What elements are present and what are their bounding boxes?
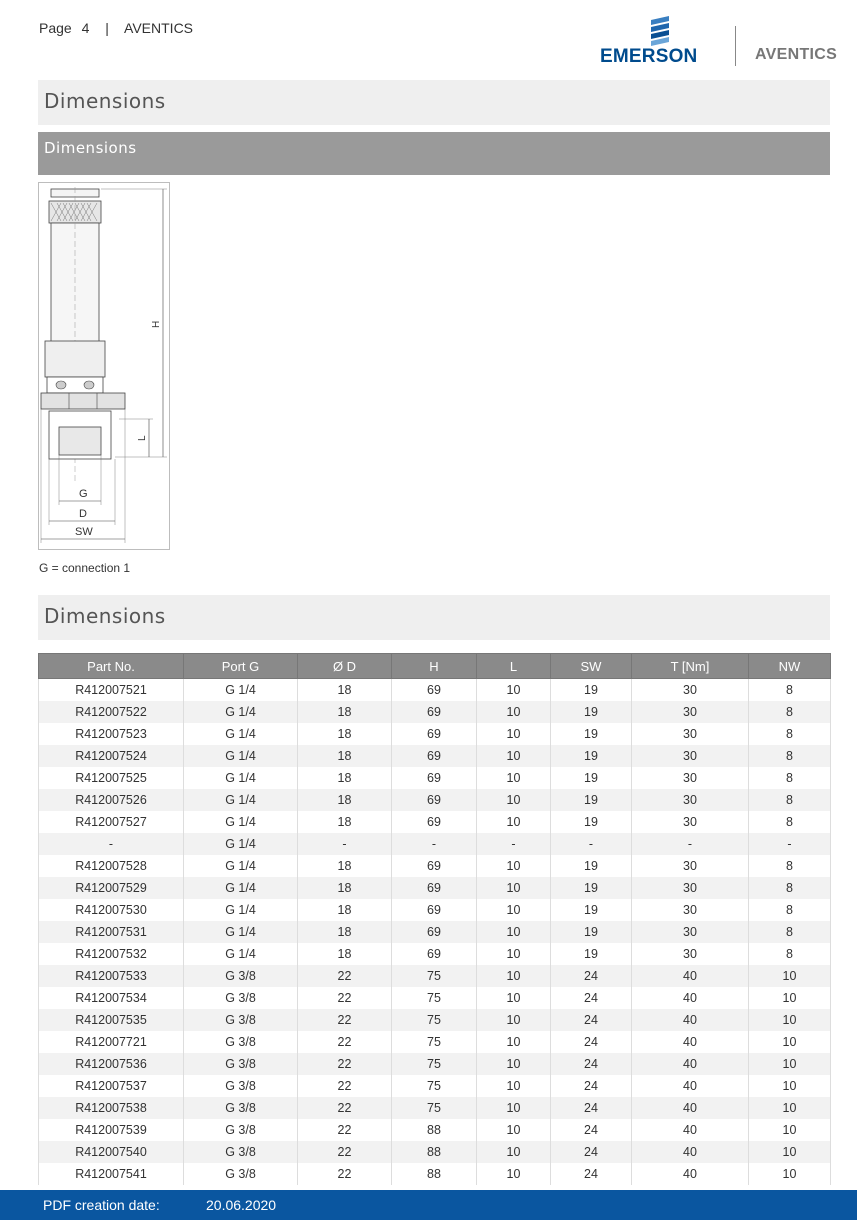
table-cell: 19 xyxy=(551,877,632,899)
table-cell: 10 xyxy=(749,1009,831,1031)
table-cell: 22 xyxy=(298,1031,392,1053)
table-cell: 18 xyxy=(298,877,392,899)
page-word: Page xyxy=(39,20,72,36)
table-cell: 30 xyxy=(632,789,749,811)
table-cell: 18 xyxy=(298,855,392,877)
table-cell: 10 xyxy=(477,811,551,833)
table-cell: 10 xyxy=(477,701,551,723)
table-cell: 8 xyxy=(749,943,831,965)
table-row xyxy=(39,855,831,877)
table-cell: 18 xyxy=(298,701,392,723)
technical-drawing xyxy=(38,182,170,550)
table-cell: 88 xyxy=(392,1141,477,1163)
table-cell: R412007537 xyxy=(39,1075,184,1097)
table-cell: 10 xyxy=(477,1075,551,1097)
table-row xyxy=(39,1053,831,1075)
dim-label-d: D xyxy=(79,508,87,520)
table-cell: 8 xyxy=(749,679,831,701)
aventics-logo-text: AVENTICS xyxy=(755,46,838,63)
table-cell: 10 xyxy=(749,1141,831,1163)
table-cell: R412007527 xyxy=(39,811,184,833)
table-cell: 10 xyxy=(749,1119,831,1141)
table-row xyxy=(39,1075,831,1097)
table-cell: 10 xyxy=(477,789,551,811)
table-cell: 19 xyxy=(551,899,632,921)
table-cell: R412007522 xyxy=(39,701,184,723)
table-cell: 69 xyxy=(392,943,477,965)
table-cell: 75 xyxy=(392,1097,477,1119)
table-cell: 10 xyxy=(749,1075,831,1097)
table-row xyxy=(39,789,831,811)
table-row xyxy=(39,921,831,943)
table-cell: 24 xyxy=(551,1119,632,1141)
table-cell: 10 xyxy=(477,1097,551,1119)
table-cell: 10 xyxy=(749,987,831,1009)
table-cell: 24 xyxy=(551,1097,632,1119)
subsection-heading xyxy=(38,132,830,175)
table-cell: 30 xyxy=(632,877,749,899)
table-cell: 30 xyxy=(632,855,749,877)
table-cell: G 1/4 xyxy=(184,855,298,877)
column-header: H xyxy=(392,654,477,679)
table-cell: 19 xyxy=(551,767,632,789)
table-cell: 8 xyxy=(749,899,831,921)
table-row xyxy=(39,943,831,965)
table-row xyxy=(39,1031,831,1053)
table-cell: 10 xyxy=(477,1053,551,1075)
table-cell: R412007525 xyxy=(39,767,184,789)
table-cell: 69 xyxy=(392,723,477,745)
table-cell: 18 xyxy=(298,899,392,921)
table-cell: G 3/8 xyxy=(184,1053,298,1075)
table-cell: G 3/8 xyxy=(184,1163,298,1185)
table-cell: 10 xyxy=(477,987,551,1009)
table-cell: 10 xyxy=(749,1031,831,1053)
table-cell: 24 xyxy=(551,1141,632,1163)
table-cell: 8 xyxy=(749,723,831,745)
table-cell: 8 xyxy=(749,745,831,767)
table-cell: G 3/8 xyxy=(184,987,298,1009)
section-title-2: Dimensions xyxy=(44,604,166,628)
table-cell: 10 xyxy=(477,679,551,701)
table-cell: 30 xyxy=(632,723,749,745)
table-cell: G 1/4 xyxy=(184,877,298,899)
emerson-logo-text: EMERSON xyxy=(600,46,698,67)
table-cell: G 3/8 xyxy=(184,1097,298,1119)
emerson-logo xyxy=(600,14,720,68)
table-cell: 19 xyxy=(551,723,632,745)
table-cell: 24 xyxy=(551,1031,632,1053)
table-cell: 10 xyxy=(749,1053,831,1075)
table-cell: R412007533 xyxy=(39,965,184,987)
page-number: 4 xyxy=(81,20,90,36)
table-cell: 10 xyxy=(749,965,831,987)
table-cell: 40 xyxy=(632,1075,749,1097)
table-cell: 69 xyxy=(392,745,477,767)
drawing-caption: G = connection 1 xyxy=(39,561,131,575)
column-header: NW xyxy=(749,654,831,679)
table-cell: 24 xyxy=(551,987,632,1009)
table-cell: 75 xyxy=(392,1075,477,1097)
table-cell: 22 xyxy=(298,1009,392,1031)
table-cell: 8 xyxy=(749,921,831,943)
table-cell: 10 xyxy=(477,855,551,877)
table-cell: 30 xyxy=(632,943,749,965)
header-separator: | xyxy=(105,20,109,36)
table-cell: G 3/8 xyxy=(184,1119,298,1141)
table-cell: 22 xyxy=(298,1119,392,1141)
table-cell: 69 xyxy=(392,811,477,833)
table-cell: G 1/4 xyxy=(184,811,298,833)
table-cell: 8 xyxy=(749,789,831,811)
emerson-mark-icon xyxy=(647,14,673,46)
table-cell: 18 xyxy=(298,723,392,745)
table-cell: 88 xyxy=(392,1163,477,1185)
column-header: Port G xyxy=(184,654,298,679)
table-row xyxy=(39,833,831,855)
table-cell: R412007531 xyxy=(39,921,184,943)
fitting-drawing xyxy=(39,183,169,549)
table-cell: R412007538 xyxy=(39,1097,184,1119)
table-cell: 19 xyxy=(551,789,632,811)
table-cell: - xyxy=(298,833,392,855)
table-cell: R412007523 xyxy=(39,723,184,745)
table-row xyxy=(39,679,831,701)
table-cell: 10 xyxy=(749,1097,831,1119)
table-cell: - xyxy=(632,833,749,855)
table-row xyxy=(39,987,831,1009)
table-cell: 18 xyxy=(298,921,392,943)
table-cell: 75 xyxy=(392,1053,477,1075)
page-label xyxy=(39,20,193,36)
table-cell: 10 xyxy=(477,1119,551,1141)
table-cell: 69 xyxy=(392,877,477,899)
table-cell: - xyxy=(392,833,477,855)
table-cell: R412007526 xyxy=(39,789,184,811)
table-cell: G 3/8 xyxy=(184,1141,298,1163)
table-cell: R412007528 xyxy=(39,855,184,877)
table-cell: 18 xyxy=(298,943,392,965)
section-heading-1 xyxy=(38,80,830,125)
table-cell: 30 xyxy=(632,921,749,943)
table-cell: G 3/8 xyxy=(184,1009,298,1031)
table-cell: 19 xyxy=(551,921,632,943)
table-cell: R412007539 xyxy=(39,1119,184,1141)
table-cell: 22 xyxy=(298,1141,392,1163)
table-cell: G 1/4 xyxy=(184,767,298,789)
table-row xyxy=(39,1009,831,1031)
table-cell: 8 xyxy=(749,767,831,789)
table-cell: 22 xyxy=(298,1163,392,1185)
table-cell: R412007540 xyxy=(39,1141,184,1163)
section-title-1: Dimensions xyxy=(44,89,166,113)
table-cell: G 1/4 xyxy=(184,899,298,921)
table-cell: 24 xyxy=(551,1075,632,1097)
table-cell: G 1/4 xyxy=(184,745,298,767)
table-cell: G 1/4 xyxy=(184,833,298,855)
table-row xyxy=(39,1097,831,1119)
table-cell: R412007534 xyxy=(39,987,184,1009)
table-cell: 10 xyxy=(477,921,551,943)
table-row xyxy=(39,877,831,899)
table-cell: 69 xyxy=(392,789,477,811)
table-cell: G 1/4 xyxy=(184,723,298,745)
table-row xyxy=(39,723,831,745)
table-cell: 8 xyxy=(749,855,831,877)
table-cell: 40 xyxy=(632,987,749,1009)
table-cell: 10 xyxy=(477,943,551,965)
table-cell: 69 xyxy=(392,921,477,943)
table-cell: 69 xyxy=(392,767,477,789)
page-header xyxy=(0,0,857,78)
table-cell: 69 xyxy=(392,855,477,877)
table-cell: 75 xyxy=(392,1031,477,1053)
table-cell: 18 xyxy=(298,679,392,701)
table-cell: 40 xyxy=(632,1163,749,1185)
table-cell: R412007721 xyxy=(39,1031,184,1053)
table-cell: R412007529 xyxy=(39,877,184,899)
table-cell: R412007536 xyxy=(39,1053,184,1075)
table-cell: 40 xyxy=(632,1053,749,1075)
table-cell: R412007541 xyxy=(39,1163,184,1185)
table-cell: 10 xyxy=(477,899,551,921)
table-cell: 10 xyxy=(749,1163,831,1185)
column-header: L xyxy=(477,654,551,679)
table-cell: G 1/4 xyxy=(184,921,298,943)
table-cell: 24 xyxy=(551,965,632,987)
table-cell: 24 xyxy=(551,1163,632,1185)
table-cell: R412007532 xyxy=(39,943,184,965)
table-row xyxy=(39,1163,831,1185)
table-cell: 30 xyxy=(632,899,749,921)
table-cell: 22 xyxy=(298,965,392,987)
table-cell: - xyxy=(749,833,831,855)
table-cell: - xyxy=(551,833,632,855)
table-cell: G 1/4 xyxy=(184,679,298,701)
table-cell: 19 xyxy=(551,745,632,767)
subsection-title: Dimensions xyxy=(44,139,137,157)
table-cell: 30 xyxy=(632,745,749,767)
dim-label-l: L xyxy=(137,435,148,441)
table-cell: 19 xyxy=(551,679,632,701)
table-row xyxy=(39,767,831,789)
table-cell: 40 xyxy=(632,1009,749,1031)
brand-name: AVENTICS xyxy=(124,20,194,36)
table-cell: G 1/4 xyxy=(184,789,298,811)
table-cell: G 1/4 xyxy=(184,943,298,965)
column-header: Ø D xyxy=(298,654,392,679)
table-row xyxy=(39,1141,831,1163)
table-cell: 30 xyxy=(632,767,749,789)
table-cell: 75 xyxy=(392,965,477,987)
table-cell: 19 xyxy=(551,943,632,965)
table-row xyxy=(39,701,831,723)
section-heading-2 xyxy=(38,595,830,640)
table-cell: 88 xyxy=(392,1119,477,1141)
column-header: Part No. xyxy=(39,654,184,679)
table-cell: 8 xyxy=(749,701,831,723)
table-cell: 30 xyxy=(632,679,749,701)
table-cell: 10 xyxy=(477,723,551,745)
table-row xyxy=(39,745,831,767)
table-cell: - xyxy=(39,833,184,855)
table-cell: 10 xyxy=(477,1009,551,1031)
table-cell: 10 xyxy=(477,965,551,987)
table-cell: 19 xyxy=(551,701,632,723)
table-cell: G 3/8 xyxy=(184,1075,298,1097)
table-row xyxy=(39,899,831,921)
table-cell: 18 xyxy=(298,811,392,833)
table-cell: R412007535 xyxy=(39,1009,184,1031)
dimensions-table xyxy=(38,653,831,1185)
table-cell: 24 xyxy=(551,1053,632,1075)
table-cell: 10 xyxy=(477,877,551,899)
table-cell: 10 xyxy=(477,745,551,767)
table-cell: R412007521 xyxy=(39,679,184,701)
table-cell: 19 xyxy=(551,811,632,833)
table-row xyxy=(39,1119,831,1141)
table-cell: 18 xyxy=(298,745,392,767)
table-cell: 10 xyxy=(477,1163,551,1185)
column-header: T [Nm] xyxy=(632,654,749,679)
table-cell: 8 xyxy=(749,877,831,899)
footer-date: 20.06.2020 xyxy=(206,1197,277,1213)
table-cell: G 3/8 xyxy=(184,1031,298,1053)
column-header: SW xyxy=(551,654,632,679)
table-cell: 69 xyxy=(392,701,477,723)
table-cell: 22 xyxy=(298,1053,392,1075)
table-cell: R412007524 xyxy=(39,745,184,767)
footer-label: PDF creation date: xyxy=(43,1197,160,1213)
table-cell: 19 xyxy=(551,855,632,877)
table-cell: 22 xyxy=(298,987,392,1009)
table-cell: 10 xyxy=(477,1141,551,1163)
table-cell: 69 xyxy=(392,679,477,701)
table-cell: 40 xyxy=(632,1119,749,1141)
table-cell: 40 xyxy=(632,965,749,987)
dim-label-h: H xyxy=(151,320,162,328)
page-footer xyxy=(0,1190,857,1220)
table-row xyxy=(39,965,831,987)
table-cell: - xyxy=(477,833,551,855)
table-cell: 10 xyxy=(477,767,551,789)
table-cell: G 1/4 xyxy=(184,701,298,723)
table-cell: 40 xyxy=(632,1031,749,1053)
table-cell: 18 xyxy=(298,789,392,811)
table-cell: 10 xyxy=(477,1031,551,1053)
table-cell: 75 xyxy=(392,1009,477,1031)
dim-label-sw: SW xyxy=(75,526,93,538)
table-cell: 8 xyxy=(749,811,831,833)
dim-label-g: G xyxy=(79,488,88,500)
table-cell: 24 xyxy=(551,1009,632,1031)
table-cell: 30 xyxy=(632,811,749,833)
table-cell: 69 xyxy=(392,899,477,921)
logo-divider xyxy=(735,26,736,66)
table-cell: 40 xyxy=(632,1141,749,1163)
table-row xyxy=(39,811,831,833)
table-cell: 18 xyxy=(298,767,392,789)
table-cell: 75 xyxy=(392,987,477,1009)
table-header-row xyxy=(39,654,831,679)
table-cell: R412007530 xyxy=(39,899,184,921)
table-cell: 30 xyxy=(632,701,749,723)
table-cell: 40 xyxy=(632,1097,749,1119)
table-cell: G 3/8 xyxy=(184,965,298,987)
table-cell: 22 xyxy=(298,1097,392,1119)
table-cell: 22 xyxy=(298,1075,392,1097)
